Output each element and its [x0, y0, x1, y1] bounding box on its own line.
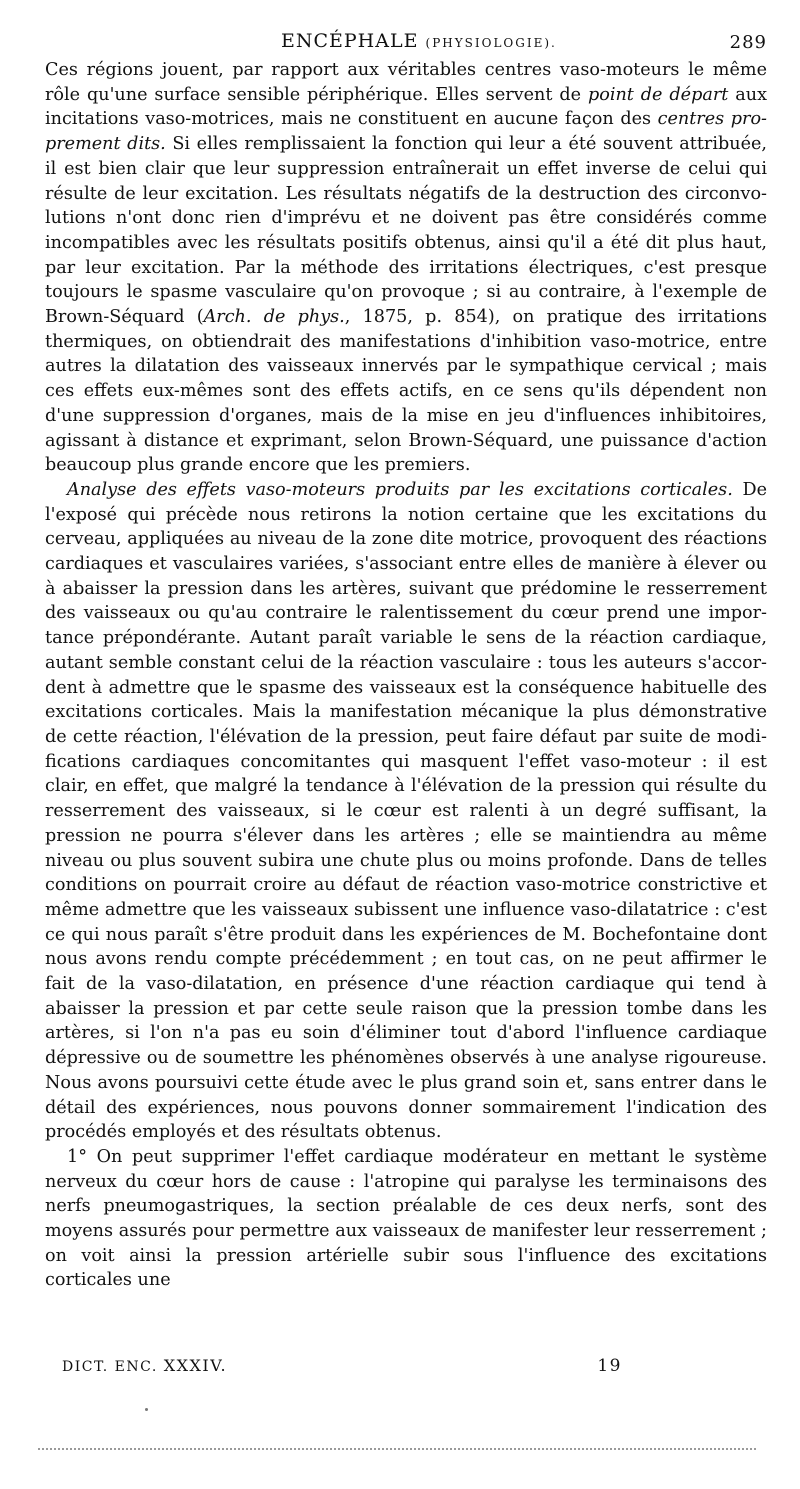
text-run: aux incitations vaso-motrices, mais ne constituent en aucune façon des [45, 84, 767, 130]
signature-prefix: DICT. ENC. [62, 1359, 158, 1375]
page [45, 30, 767, 1293]
running-title-main: ENCÉPHALE [281, 30, 419, 52]
paragraph-3 [45, 1145, 767, 1293]
running-header [45, 30, 767, 58]
italic-run: Arch. de phys. [203, 307, 345, 328]
signature-mark [62, 1356, 227, 1375]
text-run: De l'exposé qui précède nous retirons la notion certaine que les excitations du cerveau, appliquées au niveau de la zone dite motrice, provoquent des réactions cardiaques et vasculaires variées, s'associant entre elles de manière à élever ou à abaisser la pression dans les artères, suivant que prédomine le resserrement des vaisseaux ou qu'au contraire le ralentissement du cœur prend une importance prépondérante. Autant paraît variable le sens de la réaction cardiaque, autant semble constant celui de la réaction vasculaire : tous les auteurs s'accordent à admettre que le spasme des vaisseaux est la conséquence habituelle des excitations corticales. Mais la manifestation mécanique la plus démonstrative de cette réaction, l'élévation de la pression, peut faire défaut par suite de modifications cardiaques concomitantes qui masquent l'effet vaso-moteur : il est clair, en effet, que malgré la tendance à l'élévation de la pression qui résulte du resserrement des vaisseaux, si le cœur est ralenti à un degré suffisant, la pression ne pourra s'élever dans les artères ; elle se maintiendra au même niveau ou plus souvent subira une chute plus ou moins profonde. Dans de telles conditions on pourrait croire au défaut de réaction vaso-motrice constrictive et même admettre que les vaisseaux subissent une influence vaso-dilatatrice : c'est ce qui nous paraît s'être produit dans les expériences de M. Bochefontaine dont nous avons rendu compte précédemment ; en tout cas, on ne peut affirmer le fait de la vaso-dilatation, en présence d'une réaction cardiaque qui tend à abaisser la pression et par cette seule raison que la pression tombe dans les artères, si l'on n'a pas eu soin d'éliminer tout d'abord l'influence cardiaque dépressive ou de soumettre les phénomènes observés à une analyse rigoureuse. Nous avons poursuivi cette étude avec le plus grand soin et, sans entrer dans le détail des expériences, nous pouvons donner sommairement l'indication des procédés employés et des résultats obtenus. [45, 479, 767, 1143]
ink-speck [145, 1408, 148, 1411]
paragraph-2 [45, 478, 767, 1145]
text-run: Si elles remplissaient la fonction qui leur a été souvent attribuée, il est bien clair que leur suppression entraînerait un effet inverse de celui qui résulte de leur excitation. Les résultats négatifs de la destruction des circonvolutions n'ont donc rien d'imprévu et ne doivent pas être considérés comme incompatibles avec les résultats positifs obtenus, ainsi qu'il a été dit plus haut, par leur excitation. Par la méthode des irritations électriques, c'est presque toujours le spasme vasculaire qu'on provoque ; si au contraire, à l'exemple de Brown-Séquard ( [45, 134, 767, 328]
text-run: Ces régions jouent, par rapport aux véritables centres vaso-moteurs le même rôle qu'une surface sensible périphérique. Elles servent de [45, 60, 767, 105]
signature-volume: XXXIV. [163, 1356, 228, 1375]
sheet-number: 19 [597, 1356, 622, 1376]
paragraph-1 [45, 58, 767, 478]
running-title-subtitle: (PHYSIOLOGIE). [425, 36, 557, 50]
text-run: 1° On peut supprimer l'effet cardiaque modérateur en mettant le système nerveux du cœur hors de cause : l'atropine qui paralyse les terminaisons des nerfs pneumogastriques, la section préalable de ces deux nerfs, sont des moyens assurés pour permettre aux vaisseaux de manifester leur resserrement ; on voit ainsi la pression artérielle subir sous l'influence des excitations corticales une [45, 1146, 767, 1291]
text-run: , 1875, p. 854), on pratique des irritations thermiques, on obtiendrait des manifestations d'inhibition vaso-motrice, entre autres la dilatation des vaisseaux innervés par le sympathique cervical ; mais ces effets eux-mêmes sont des effets actifs, en ce sens qu'ils dépendent non d'une suppression d'organes, mais de la mise en jeu d'influences inhibitoires, agissant à distance et exprimant, selon Brown-Séquard, une puissance d'action beaucoup plus grande encore que les premiers. [45, 307, 767, 476]
dotted-rule [38, 1448, 756, 1450]
italic-run: centres proprement dits. [45, 109, 767, 155]
page-number: 289 [729, 32, 767, 53]
italic-run: Analyse des effets vaso-moteurs produits par les excitations corticales. [67, 479, 733, 500]
body-text [45, 58, 767, 1293]
running-title [281, 30, 557, 52]
page-footer [62, 1356, 622, 1382]
italic-run: point de départ [587, 84, 729, 105]
